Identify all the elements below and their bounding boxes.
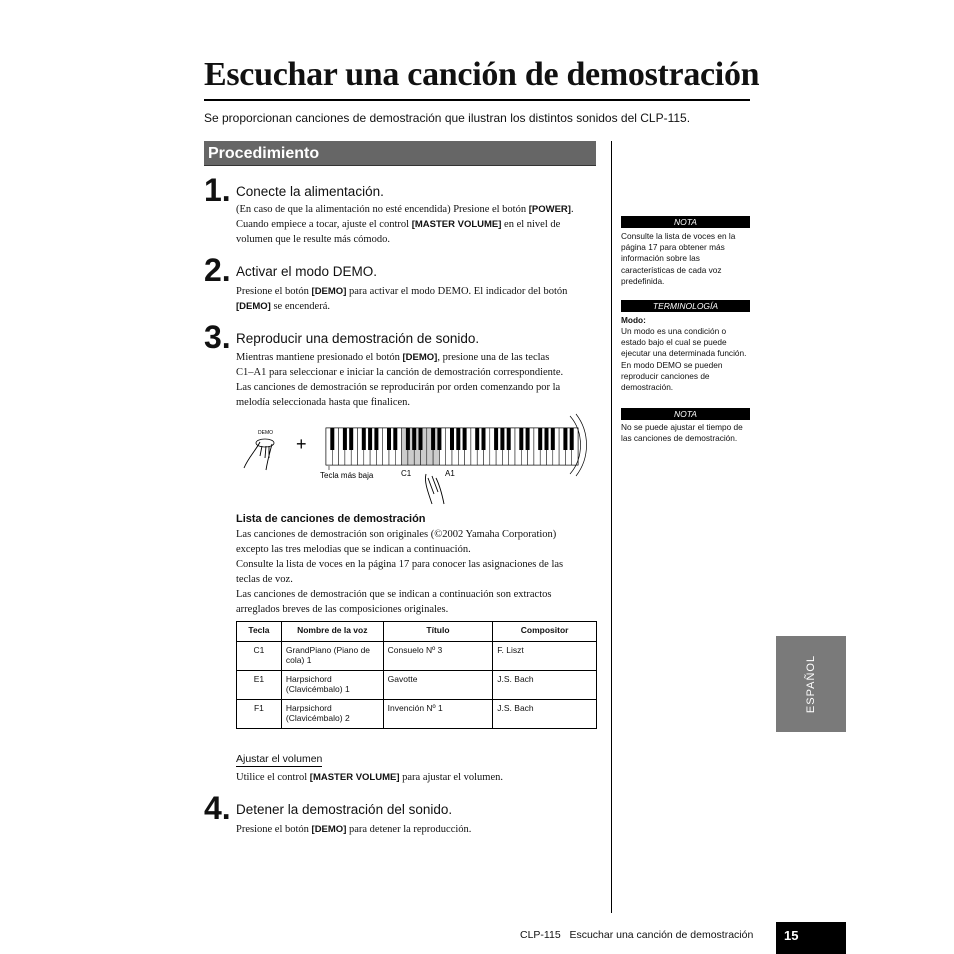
volume-text: Utilice el control [MASTER VOLUME] para ajustar el volumen. <box>236 772 504 783</box>
column-header: Compositor <box>493 622 597 642</box>
black-key <box>570 428 574 450</box>
table-row: C1 GrandPiano (Piano de cola) 1 Consuelo Nº 3 F. Liszt <box>237 642 597 671</box>
title-rule <box>204 99 750 101</box>
column-divider <box>611 141 612 913</box>
table-row: E1 Harpsichord (Clavicémbalo) 1 Gavotte J.S. Bach <box>237 671 597 700</box>
c1-label: C1 <box>401 469 412 478</box>
black-key <box>412 428 416 450</box>
language-tab <box>776 636 846 732</box>
demo-list-heading: Lista de canciones de demostración <box>236 513 426 525</box>
black-key <box>494 428 498 450</box>
note-text: Consulte la lista de voces en la página 17 para obtener más información sobre las características de cada voz predefinida. <box>621 231 736 286</box>
step-1-heading: Conecte la alimentación. <box>236 184 384 199</box>
step-2-body: Presione el botón [DEMO] para activar el modo DEMO. El indicador del botón [DEMO] se encenderá. <box>236 286 568 312</box>
page-title: Escuchar una canción de demostración <box>204 56 760 93</box>
black-key <box>419 428 423 450</box>
note-label: NOTA <box>621 216 750 228</box>
step-2-number: 2. <box>204 252 231 288</box>
intro-text: Se proporcionan canciones de demostración que ilustran los distintos sonidos del CLP-115. <box>204 111 691 125</box>
step-4-number: 4. <box>204 790 231 826</box>
step-3-number: 3. <box>204 319 231 355</box>
step-1-number: 1. <box>204 172 231 208</box>
black-key <box>362 428 366 450</box>
black-key <box>482 428 486 450</box>
table-header-row <box>237 622 597 642</box>
black-key <box>551 428 555 450</box>
column-header: Tecla <box>237 622 282 642</box>
black-key <box>393 428 397 450</box>
black-key <box>526 428 530 450</box>
black-key <box>387 428 391 450</box>
piano-keyboard-icon <box>326 414 587 476</box>
svg-text:DEMO: DEMO <box>258 430 273 436</box>
terminology-label: TERMINOLOGÍA <box>621 300 750 312</box>
footer-title: Escuchar una canción de demostración <box>569 929 754 941</box>
step-3-heading: Reproducir una demostración de sonido. <box>236 331 480 346</box>
footer-model: CLP-115 <box>520 929 561 941</box>
terminology-text: Un modo es una condición o estado bajo el cual se puede ejecutar una determinada función. En modo DEMO se pueden reproducir canciones de demostración. <box>621 326 747 393</box>
black-key <box>475 428 479 450</box>
black-key <box>456 428 460 450</box>
note-label: NOTA <box>621 408 750 420</box>
black-key <box>343 428 347 450</box>
step-1-body: (En caso de que la alimentación no esté encendida) Presione el botón [POWER]. Cuando empiece a tocar, ajuste el control [MASTER VOLUME] en el nivel de volumen que le resulte más cómodo. <box>236 204 574 245</box>
footer <box>520 929 753 941</box>
a1-label: A1 <box>445 469 455 478</box>
black-key <box>374 428 378 450</box>
table-row: F1 Harpsichord (Clavicémbalo) 2 Invención Nº 1 J.S. Bach <box>237 700 597 729</box>
hand-icon <box>425 474 444 504</box>
black-key <box>538 428 542 450</box>
column-header: Título <box>383 622 493 642</box>
black-key <box>349 428 353 450</box>
black-key <box>545 428 549 450</box>
keyboard-illustration <box>236 412 588 512</box>
volume-heading: Ajustar el volumen <box>236 753 323 765</box>
demo-button-icon <box>244 430 274 470</box>
page-number: 15 <box>776 922 846 954</box>
black-key <box>437 428 441 450</box>
column-header: Nombre de la voz <box>281 622 383 642</box>
step-4-body: Presione el botón [DEMO] para detener la reproducción. <box>236 824 472 835</box>
demo-songs-table <box>236 621 597 729</box>
black-key <box>406 428 410 450</box>
demo-list-text: Las canciones de demostración son originales (©2002 Yamaha Corporation) excepto las tres melodias que se indican a continuación. Consulte la lista de voces en la página 17 para conocer las asignaciones de las teclas de voz. Las canciones de demostración que se indican a continuación son extractos arreglados breves de las composiciones originales. <box>236 529 564 615</box>
black-key <box>519 428 523 450</box>
note-text: No se puede ajustar el tiempo de las canciones de demostración. <box>621 422 743 444</box>
black-key <box>450 428 454 450</box>
svg-text:+: + <box>296 434 307 454</box>
step-2-heading: Activar el modo DEMO. <box>236 264 378 279</box>
black-key <box>330 428 334 450</box>
black-key <box>563 428 567 450</box>
black-key <box>463 428 467 450</box>
step-3-body: Mientras mantiene presionado el botón [DEMO], presione una de las teclas C1–A1 para seleccionar e iniciar la canción de demostración correspondiente. Las canciones de demostración se reproducirán por orden comenzando por la melodía seleccionada hasta que finalicen. <box>236 352 564 408</box>
black-key <box>431 428 435 450</box>
section-heading: Procedimiento <box>204 141 596 166</box>
language-tab-label: ESPAÑOL <box>805 654 817 714</box>
black-key <box>507 428 511 450</box>
lowest-key-label: Tecla más baja <box>320 471 374 480</box>
black-key <box>500 428 504 450</box>
step-4-heading: Detener la demostración del sonido. <box>236 802 453 817</box>
terminology-heading: Modo: <box>621 315 646 325</box>
black-key <box>368 428 372 450</box>
